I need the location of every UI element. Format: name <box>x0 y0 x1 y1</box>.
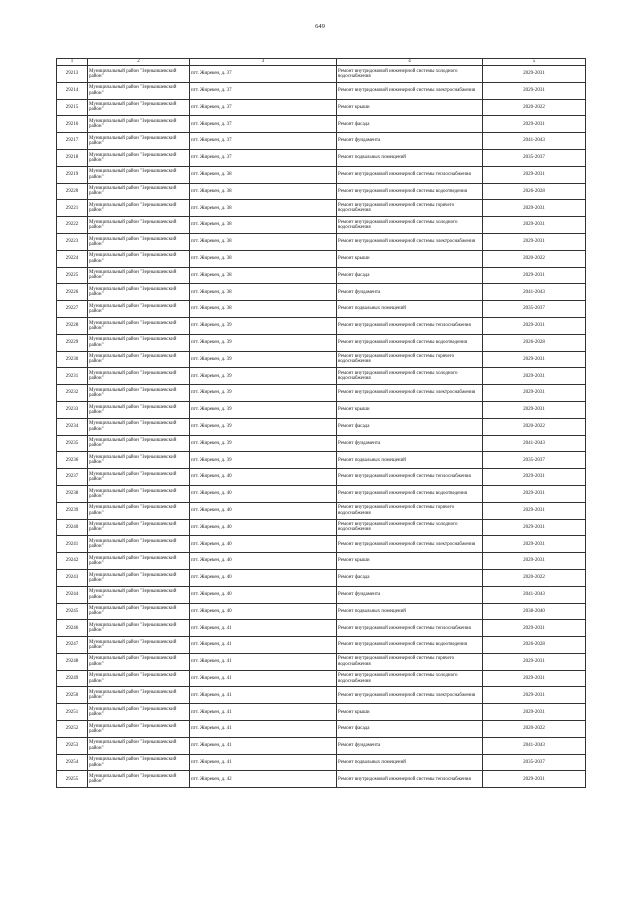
table-row <box>57 368 586 385</box>
row-number: 29217 <box>57 133 88 150</box>
work-type-cell: Ремонт внутридомовой инженерной системы теплоснабжения <box>337 771 483 788</box>
row-number: 29251 <box>57 704 88 721</box>
row-number: 29218 <box>57 149 88 166</box>
municipality-cell: Муниципальный район "Зерныишевский район" <box>88 704 190 721</box>
address-cell: пгт. Жирекен, д. 41 <box>190 704 337 721</box>
period-cell: 2041-2043 <box>483 435 586 452</box>
table-row <box>57 401 586 418</box>
municipality-cell: Муниципальный район "Зерныишевский район" <box>88 183 190 200</box>
table-row <box>57 66 586 83</box>
row-number: 29234 <box>57 418 88 435</box>
period-cell: 2029-2031 <box>483 233 586 250</box>
address-cell: пгт. Жирекен, д. 39 <box>190 351 337 368</box>
period-cell: 2029-2031 <box>483 385 586 402</box>
work-type-cell: Ремонт внутридомовой инженерной системы холодного водоснабжения <box>337 670 483 687</box>
work-type-cell: Ремонт внутридомовой инженерной системы горячего водоснабжения <box>337 200 483 217</box>
period-cell: 2029-2031 <box>483 116 586 133</box>
municipality-cell: Муниципальный район "Зерныишевский район" <box>88 771 190 788</box>
work-type-cell: Ремонт внутридомовой инженерной системы водоотведения <box>337 334 483 351</box>
municipality-cell: Муниципальный район "Зерныишевский район" <box>88 133 190 150</box>
row-number: 29223 <box>57 233 88 250</box>
address-cell: пгт. Жирекен, д. 37 <box>190 149 337 166</box>
row-number: 29214 <box>57 82 88 99</box>
municipality-cell: Муниципальный район "Зерныишевский район" <box>88 754 190 771</box>
address-cell: пгт. Жирекен, д. 41 <box>190 737 337 754</box>
row-number: 29237 <box>57 469 88 486</box>
municipality-cell: Муниципальный район "Зерныишевский район" <box>88 553 190 570</box>
address-cell: пгт. Жирекен, д. 41 <box>190 687 337 704</box>
period-cell: 2020-2022 <box>483 418 586 435</box>
address-cell: пгт. Жирекен, д. 42 <box>190 771 337 788</box>
period-cell: 2029-2031 <box>483 519 586 536</box>
period-cell: 2029-2031 <box>483 771 586 788</box>
table-row <box>57 334 586 351</box>
work-type-cell: Ремонт фасада <box>337 569 483 586</box>
work-type-cell: Ремонт фасада <box>337 418 483 435</box>
municipality-cell: Муниципальный район "Зерныишевский район" <box>88 603 190 620</box>
period-cell: 2035-2037 <box>483 754 586 771</box>
address-cell: пгт. Жирекен, д. 41 <box>190 653 337 670</box>
row-number: 29227 <box>57 301 88 318</box>
work-type-cell: Ремонт подвальных помещений <box>337 149 483 166</box>
address-cell: пгт. Жирекен, д. 39 <box>190 385 337 402</box>
work-type-cell: Ремонт крыши <box>337 553 483 570</box>
work-type-cell: Ремонт внутридомовой инженерной системы теплоснабжения <box>337 469 483 486</box>
table-row <box>57 771 586 788</box>
period-cell: 2026-2028 <box>483 334 586 351</box>
period-cell: 2029-2031 <box>483 166 586 183</box>
row-number: 29215 <box>57 99 88 116</box>
period-cell: 2029-2031 <box>483 217 586 234</box>
row-number: 29221 <box>57 200 88 217</box>
period-cell: 2029-2031 <box>483 502 586 519</box>
municipality-cell: Муниципальный район "Зерныишевский район" <box>88 250 190 267</box>
repair-schedule-table <box>56 58 586 788</box>
page-number: 649 <box>315 23 325 30</box>
municipality-cell: Муниципальный район "Зерныишевский район" <box>88 485 190 502</box>
work-type-cell: Ремонт внутридомовой инженерной системы водоотведения <box>337 485 483 502</box>
row-number: 29245 <box>57 603 88 620</box>
work-type-cell: Ремонт подвальных помещений <box>337 452 483 469</box>
work-type-cell: Ремонт внутридомовой инженерной системы холодного водоснабжения <box>337 66 483 83</box>
municipality-cell: Муниципальный район "Зерныишевский район" <box>88 82 190 99</box>
work-type-cell: Ремонт внутридомовой инженерной системы электроснабжения <box>337 233 483 250</box>
row-number: 29238 <box>57 485 88 502</box>
period-cell: 2041-2043 <box>483 586 586 603</box>
table-row <box>57 586 586 603</box>
row-number: 29236 <box>57 452 88 469</box>
table-row <box>57 82 586 99</box>
work-type-cell: Ремонт внутридомовой инженерной системы теплоснабжения <box>337 317 483 334</box>
address-cell: пгт. Жирекен, д. 40 <box>190 536 337 553</box>
table-row <box>57 133 586 150</box>
row-number: 29252 <box>57 721 88 738</box>
address-cell: пгт. Жирекен, д. 39 <box>190 435 337 452</box>
row-number: 29230 <box>57 351 88 368</box>
table-row <box>57 385 586 402</box>
address-cell: пгт. Жирекен, д. 38 <box>190 301 337 318</box>
address-cell: пгт. Жирекен, д. 41 <box>190 637 337 654</box>
address-cell: пгт. Жирекен, д. 38 <box>190 217 337 234</box>
table-row <box>57 284 586 301</box>
row-number: 29229 <box>57 334 88 351</box>
municipality-cell: Муниципальный район "Зерныишевский район" <box>88 116 190 133</box>
period-cell: 2020-2022 <box>483 569 586 586</box>
period-cell: 2029-2031 <box>483 704 586 721</box>
row-number: 29254 <box>57 754 88 771</box>
municipality-cell: Муниципальный район "Зерныишевский район" <box>88 267 190 284</box>
period-cell: 2029-2031 <box>483 553 586 570</box>
period-cell: 2029-2031 <box>483 485 586 502</box>
table-row <box>57 250 586 267</box>
period-cell: 2029-2031 <box>483 317 586 334</box>
table-row <box>57 502 586 519</box>
address-cell: пгт. Жирекен, д. 41 <box>190 670 337 687</box>
table-row <box>57 452 586 469</box>
column-header: 2 <box>88 59 190 66</box>
row-number: 29226 <box>57 284 88 301</box>
period-cell: 2035-2037 <box>483 149 586 166</box>
row-number: 29250 <box>57 687 88 704</box>
table-header <box>57 59 586 66</box>
municipality-cell: Муниципальный район "Зерныишевский район" <box>88 620 190 637</box>
address-cell: пгт. Жирекен, д. 39 <box>190 418 337 435</box>
address-cell: пгт. Жирекен, д. 40 <box>190 519 337 536</box>
municipality-cell: Муниципальный район "Зерныишевский район" <box>88 569 190 586</box>
municipality-cell: Муниципальный район "Зерныишевский район" <box>88 670 190 687</box>
municipality-cell: Муниципальный район "Зерныишевский район" <box>88 301 190 318</box>
row-number: 29225 <box>57 267 88 284</box>
work-type-cell: Ремонт подвальных помещений <box>337 301 483 318</box>
work-type-cell: Ремонт фасада <box>337 721 483 738</box>
municipality-cell: Муниципальный район "Зерныишевский район" <box>88 385 190 402</box>
table-row <box>57 267 586 284</box>
municipality-cell: Муниципальный район "Зерныишевский район" <box>88 418 190 435</box>
address-cell: пгт. Жирекен, д. 41 <box>190 721 337 738</box>
work-type-cell: Ремонт фундамента <box>337 284 483 301</box>
municipality-cell: Муниципальный район "Зерныишевский район" <box>88 200 190 217</box>
row-number: 29231 <box>57 368 88 385</box>
municipality-cell: Муниципальный район "Зерныишевский район" <box>88 653 190 670</box>
row-number: 29222 <box>57 217 88 234</box>
address-cell: пгт. Жирекен, д. 41 <box>190 754 337 771</box>
period-cell: 2029-2031 <box>483 469 586 486</box>
table-row <box>57 620 586 637</box>
period-cell: 2035-2037 <box>483 301 586 318</box>
table-row <box>57 721 586 738</box>
municipality-cell: Муниципальный район "Зерныишевский район" <box>88 351 190 368</box>
table-row <box>57 217 586 234</box>
period-cell: 2029-2031 <box>483 351 586 368</box>
row-number: 29246 <box>57 620 88 637</box>
row-number: 29235 <box>57 435 88 452</box>
table-row <box>57 469 586 486</box>
work-type-cell: Ремонт фундамента <box>337 435 483 452</box>
address-cell: пгт. Жирекен, д. 39 <box>190 334 337 351</box>
work-type-cell: Ремонт фасада <box>337 116 483 133</box>
row-number: 29255 <box>57 771 88 788</box>
row-number: 29239 <box>57 502 88 519</box>
column-header: 3 <box>190 59 337 66</box>
table-row <box>57 116 586 133</box>
address-cell: пгт. Жирекен, д. 37 <box>190 116 337 133</box>
period-cell: 2029-2031 <box>483 267 586 284</box>
table-row <box>57 519 586 536</box>
municipality-cell: Муниципальный район "Зерныишевский район" <box>88 637 190 654</box>
table-row <box>57 99 586 116</box>
address-cell: пгт. Жирекен, д. 38 <box>190 183 337 200</box>
work-type-cell: Ремонт фундамента <box>337 737 483 754</box>
table-row <box>57 670 586 687</box>
table-row <box>57 704 586 721</box>
address-cell: пгт. Жирекен, д. 40 <box>190 569 337 586</box>
table-row <box>57 553 586 570</box>
municipality-cell: Муниципальный район "Зерныишевский район" <box>88 469 190 486</box>
header-row <box>57 59 586 66</box>
table-row <box>57 637 586 654</box>
work-type-cell: Ремонт крыши <box>337 704 483 721</box>
address-cell: пгт. Жирекен, д. 37 <box>190 66 337 83</box>
row-number: 29243 <box>57 569 88 586</box>
municipality-cell: Муниципальный район "Зерныишевский район" <box>88 284 190 301</box>
work-type-cell: Ремонт внутридомовой инженерной системы холодного водоснабжения <box>337 519 483 536</box>
municipality-cell: Муниципальный район "Зерныишевский район" <box>88 166 190 183</box>
table-row <box>57 485 586 502</box>
work-type-cell: Ремонт внутридомовой инженерной системы электроснабжения <box>337 536 483 553</box>
row-number: 29248 <box>57 653 88 670</box>
row-number: 29242 <box>57 553 88 570</box>
municipality-cell: Муниципальный район "Зерныишевский район" <box>88 502 190 519</box>
table-row <box>57 687 586 704</box>
work-type-cell: Ремонт фундамента <box>337 586 483 603</box>
table-row <box>57 301 586 318</box>
table-row <box>57 536 586 553</box>
period-cell: 2029-2031 <box>483 368 586 385</box>
period-cell: 2041-2043 <box>483 737 586 754</box>
address-cell: пгт. Жирекен, д. 37 <box>190 99 337 116</box>
address-cell: пгт. Жирекен, д. 39 <box>190 401 337 418</box>
address-cell: пгт. Жирекен, д. 38 <box>190 166 337 183</box>
address-cell: пгт. Жирекен, д. 40 <box>190 469 337 486</box>
municipality-cell: Муниципальный район "Зерныишевский район" <box>88 334 190 351</box>
table-row <box>57 653 586 670</box>
municipality-cell: Муниципальный район "Зерныишевский район" <box>88 536 190 553</box>
period-cell: 2020-2022 <box>483 99 586 116</box>
table-row <box>57 233 586 250</box>
period-cell: 2029-2031 <box>483 536 586 553</box>
table-body <box>57 66 586 788</box>
table-row <box>57 200 586 217</box>
row-number: 29220 <box>57 183 88 200</box>
work-type-cell: Ремонт внутридомовой инженерной системы электроснабжения <box>337 687 483 704</box>
address-cell: пгт. Жирекен, д. 39 <box>190 452 337 469</box>
municipality-cell: Муниципальный район "Зерныишевский район" <box>88 401 190 418</box>
table-row <box>57 149 586 166</box>
work-type-cell: Ремонт внутридомовой инженерной системы горячего водоснабжения <box>337 351 483 368</box>
table-row <box>57 166 586 183</box>
row-number: 29228 <box>57 317 88 334</box>
row-number: 29244 <box>57 586 88 603</box>
period-cell: 2026-2028 <box>483 637 586 654</box>
municipality-cell: Муниципальный район "Зерныишевский район" <box>88 317 190 334</box>
period-cell: 2029-2031 <box>483 670 586 687</box>
work-type-cell: Ремонт внутридомовой инженерной системы электроснабжения <box>337 82 483 99</box>
address-cell: пгт. Жирекен, д. 38 <box>190 233 337 250</box>
address-cell: пгт. Жирекен, д. 40 <box>190 553 337 570</box>
municipality-cell: Муниципальный район "Зерныишевский район" <box>88 149 190 166</box>
work-type-cell: Ремонт внутридомовой инженерной системы теплоснабжения <box>337 166 483 183</box>
address-cell: пгт. Жирекен, д. 39 <box>190 368 337 385</box>
address-cell: пгт. Жирекен, д. 40 <box>190 603 337 620</box>
period-cell: 2029-2031 <box>483 200 586 217</box>
period-cell: 2038-2040 <box>483 603 586 620</box>
row-number: 29240 <box>57 519 88 536</box>
period-cell: 2020-2022 <box>483 250 586 267</box>
address-cell: пгт. Жирекен, д. 40 <box>190 485 337 502</box>
period-cell: 2020-2022 <box>483 721 586 738</box>
row-number: 29247 <box>57 637 88 654</box>
municipality-cell: Муниципальный район "Зерныишевский район" <box>88 519 190 536</box>
work-type-cell: Ремонт крыши <box>337 99 483 116</box>
row-number: 29253 <box>57 737 88 754</box>
municipality-cell: Муниципальный район "Зерныишевский район" <box>88 435 190 452</box>
table-row <box>57 317 586 334</box>
period-cell: 2041-2043 <box>483 284 586 301</box>
work-type-cell: Ремонт внутридомовой инженерной системы теплоснабжения <box>337 620 483 637</box>
work-type-cell: Ремонт внутридомовой инженерной системы электроснабжения <box>337 385 483 402</box>
address-cell: пгт. Жирекен, д. 40 <box>190 502 337 519</box>
period-cell: 2041-2043 <box>483 133 586 150</box>
municipality-cell: Муниципальный район "Зерныишевский район" <box>88 217 190 234</box>
address-cell: пгт. Жирекен, д. 37 <box>190 82 337 99</box>
municipality-cell: Муниципальный район "Зерныишевский район" <box>88 586 190 603</box>
table-row <box>57 418 586 435</box>
period-cell: 2029-2031 <box>483 620 586 637</box>
column-header: 4 <box>337 59 483 66</box>
row-number: 29219 <box>57 166 88 183</box>
period-cell: 2035-2037 <box>483 452 586 469</box>
work-type-cell: Ремонт подвальных помещений <box>337 754 483 771</box>
row-number: 29233 <box>57 401 88 418</box>
period-cell: 2029-2031 <box>483 66 586 83</box>
municipality-cell: Муниципальный район "Зерныишевский район" <box>88 721 190 738</box>
table-row <box>57 569 586 586</box>
municipality-cell: Муниципальный район "Зерныишевский район" <box>88 233 190 250</box>
address-cell: пгт. Жирекен, д. 38 <box>190 200 337 217</box>
address-cell: пгт. Жирекен, д. 38 <box>190 284 337 301</box>
address-cell: пгт. Жирекен, д. 40 <box>190 586 337 603</box>
period-cell: 2029-2031 <box>483 687 586 704</box>
municipality-cell: Муниципальный район "Зерныишевский район" <box>88 737 190 754</box>
period-cell: 2029-2031 <box>483 653 586 670</box>
table-row <box>57 351 586 368</box>
work-type-cell: Ремонт внутридомовой инженерной системы водоотведения <box>337 637 483 654</box>
address-cell: пгт. Жирекен, д. 38 <box>190 250 337 267</box>
table-row <box>57 183 586 200</box>
address-cell: пгт. Жирекен, д. 39 <box>190 317 337 334</box>
work-type-cell: Ремонт крыши <box>337 250 483 267</box>
municipality-cell: Муниципальный район "Зерныишевский район" <box>88 99 190 116</box>
column-header: 1 <box>57 59 88 66</box>
table-row <box>57 754 586 771</box>
work-type-cell: Ремонт внутридомовой инженерной системы горячего водоснабжения <box>337 502 483 519</box>
municipality-cell: Муниципальный район "Зерныишевский район" <box>88 368 190 385</box>
work-type-cell: Ремонт фундамента <box>337 133 483 150</box>
work-type-cell: Ремонт крыши <box>337 401 483 418</box>
row-number: 29232 <box>57 385 88 402</box>
municipality-cell: Муниципальный район "Зерныишевский район" <box>88 452 190 469</box>
work-type-cell: Ремонт внутридомовой инженерной системы горячего водоснабжения <box>337 653 483 670</box>
work-type-cell: Ремонт фасада <box>337 267 483 284</box>
work-type-cell: Ремонт внутридомовой инженерной системы холодного водоснабжения <box>337 368 483 385</box>
period-cell: 2026-2028 <box>483 183 586 200</box>
work-type-cell: Ремонт подвальных помещений <box>337 603 483 620</box>
row-number: 29241 <box>57 536 88 553</box>
row-number: 29213 <box>57 66 88 83</box>
row-number: 29249 <box>57 670 88 687</box>
work-type-cell: Ремонт внутридомовой инженерной системы водоотведения <box>337 183 483 200</box>
column-header: 5 <box>483 59 586 66</box>
address-cell: пгт. Жирекен, д. 41 <box>190 620 337 637</box>
period-cell: 2029-2031 <box>483 82 586 99</box>
municipality-cell: Муниципальный район "Зерныишевский район" <box>88 687 190 704</box>
table-row <box>57 435 586 452</box>
work-type-cell: Ремонт внутридомовой инженерной системы холодного водоснабжения <box>337 217 483 234</box>
period-cell: 2029-2031 <box>483 401 586 418</box>
table-row <box>57 737 586 754</box>
address-cell: пгт. Жирекен, д. 37 <box>190 133 337 150</box>
table-row <box>57 603 586 620</box>
municipality-cell: Муниципальный район "Зерныишевский район" <box>88 66 190 83</box>
row-number: 29224 <box>57 250 88 267</box>
row-number: 29216 <box>57 116 88 133</box>
address-cell: пгт. Жирекен, д. 38 <box>190 267 337 284</box>
